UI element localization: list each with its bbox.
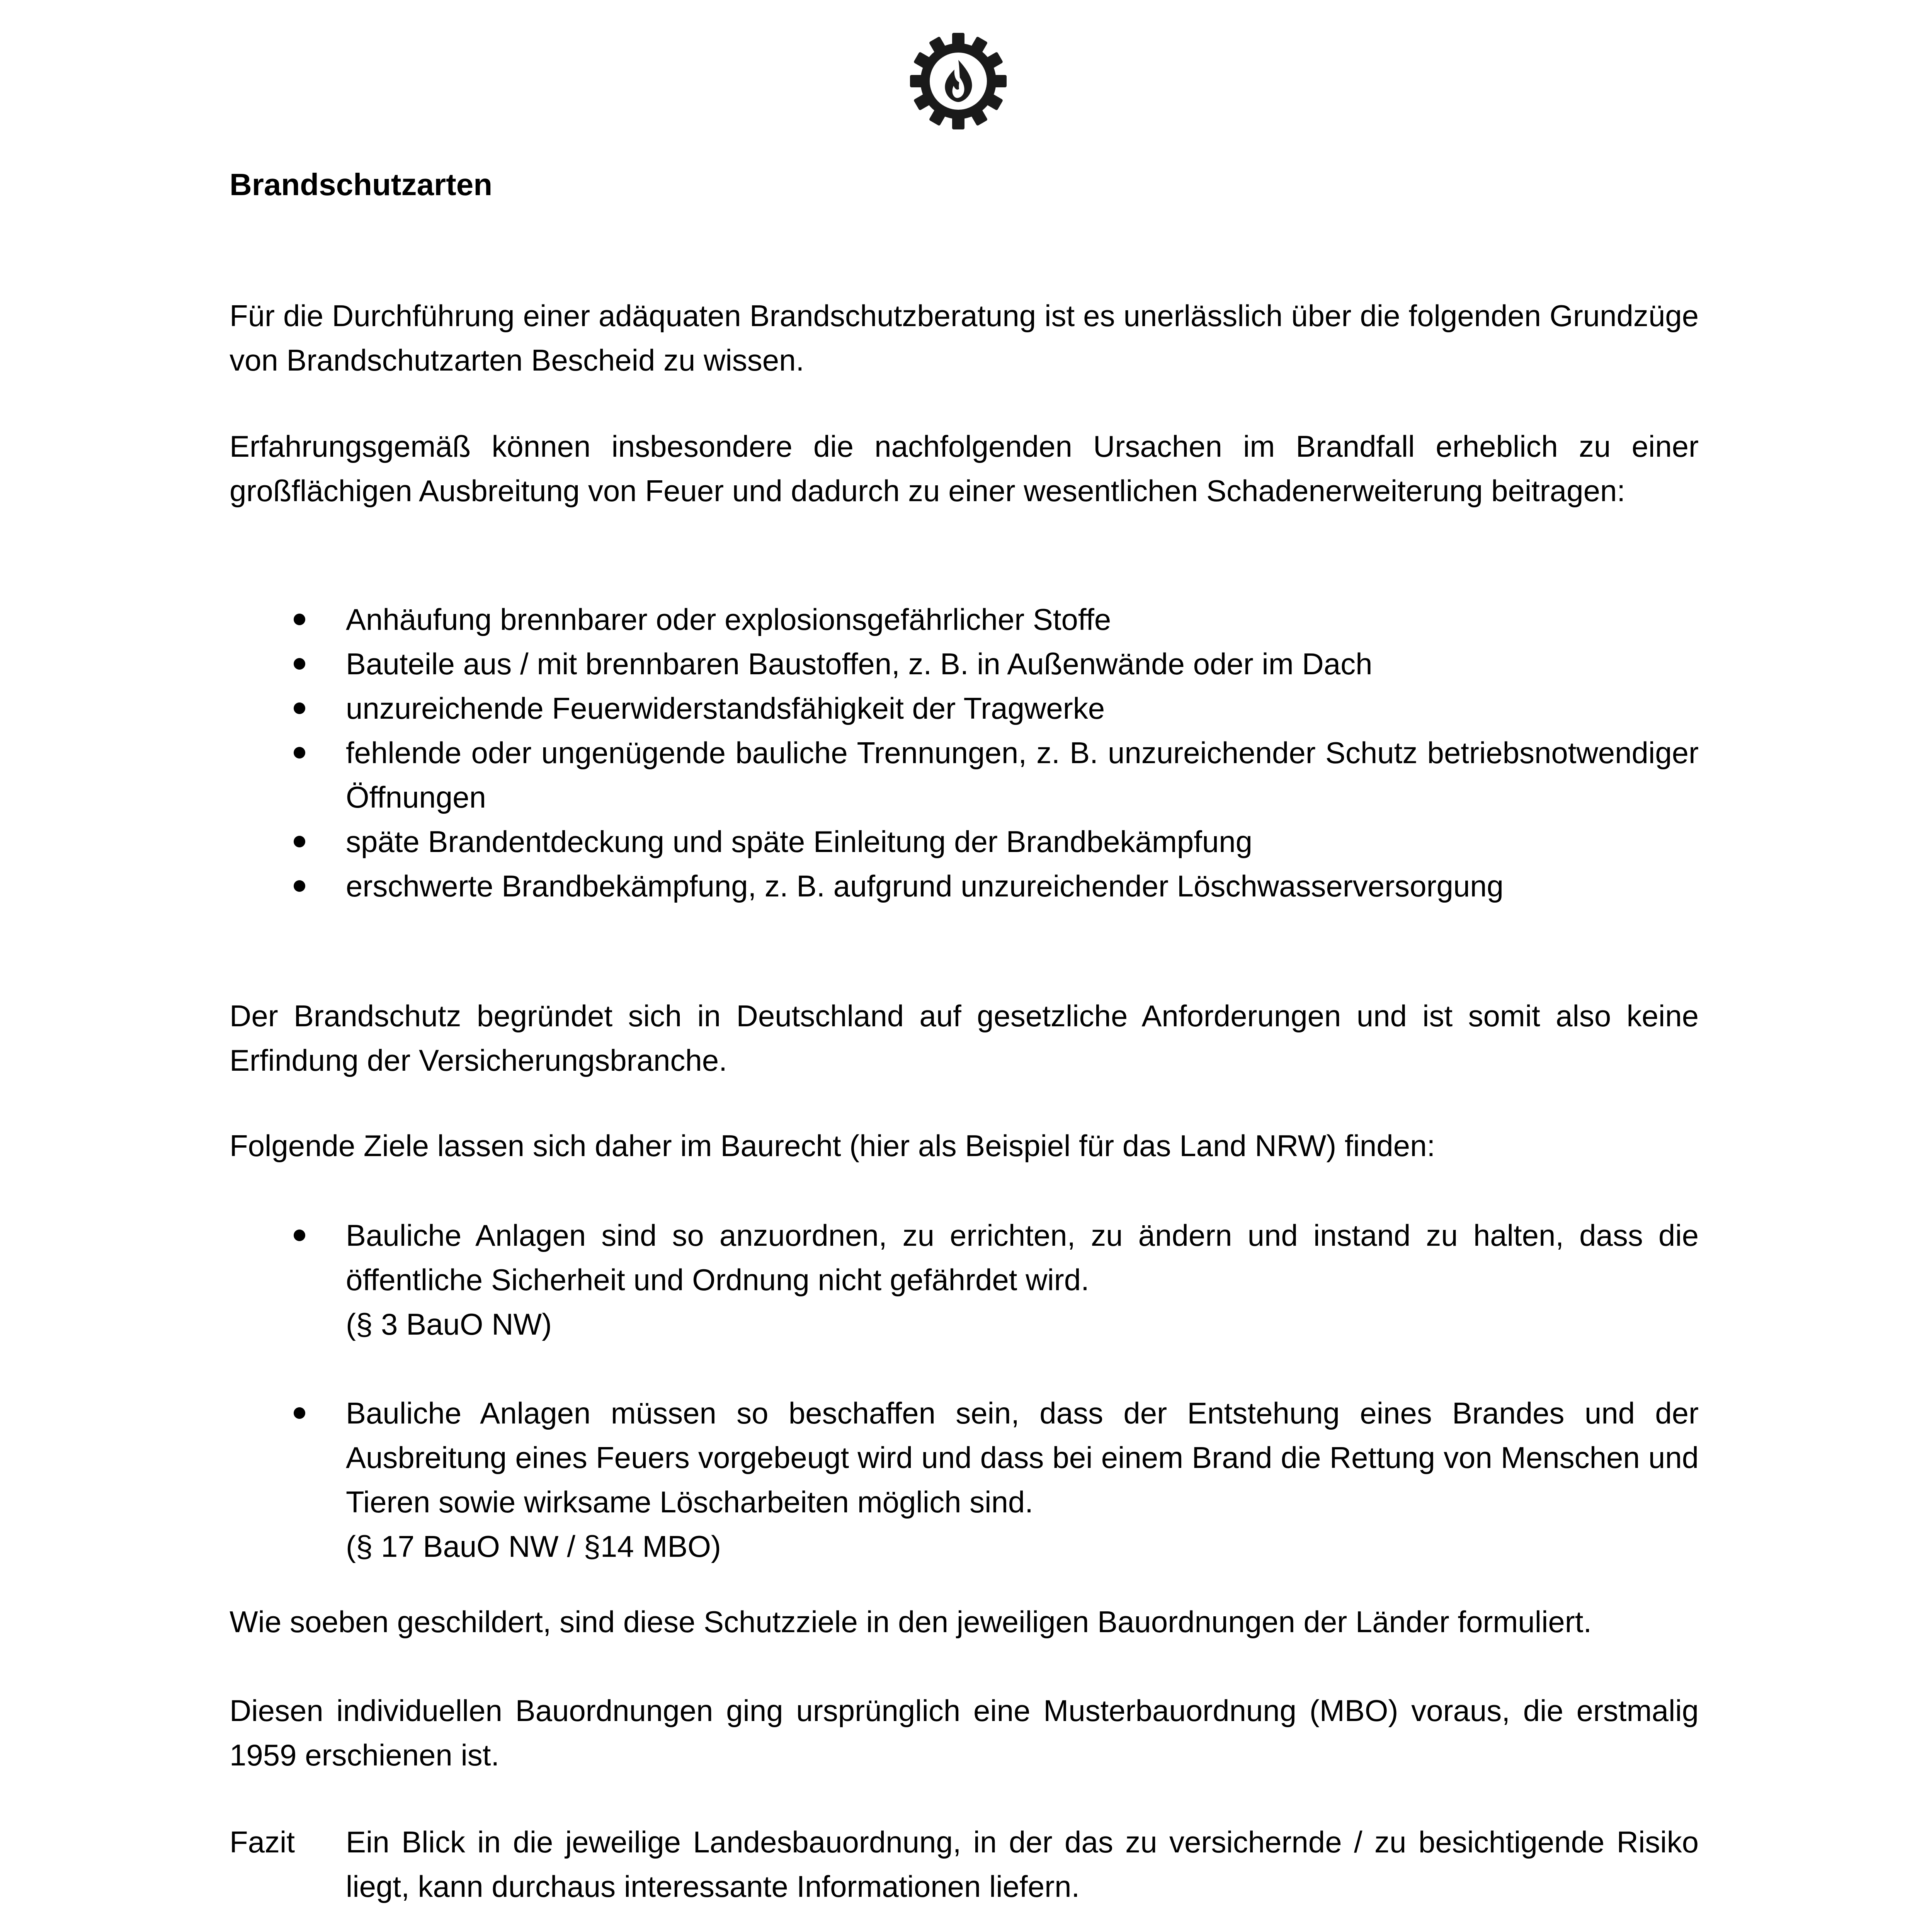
bullet-icon [294, 658, 305, 670]
goal-reference: (§ 17 BauO NW / §14 MBO) [346, 1529, 721, 1563]
summary-paragraph-2: Diesen individuellen Bauordnungen ging ursprünglich eine Musterbauordnung (MBO) voraus, die erstmalig 1959 erschienen ist. [230, 1694, 1699, 1772]
causes-intro-paragraph: Erfahrungsgemäß können insbesondere die nachfolgenden Ursachen im Brandfall erheblich zu einer großflächigen Ausbreitung von Feuer und dadurch zu einer wesentlichen Schadenerweiterung beitragen: [230, 429, 1699, 508]
bullet-icon [294, 880, 305, 892]
intro-paragraph: Für die Durchführung einer adäquaten Brandschutzberatung ist es unerlässlich über die folgenden Grundzüge von Brandschutzarten Bescheid zu wissen. [230, 299, 1699, 377]
goals-intro-paragraph: Folgende Ziele lassen sich daher im Baurecht (hier als Beispiel für das Land NRW) finden: [230, 1129, 1436, 1163]
gear-flame-logo-icon [908, 31, 1009, 131]
legal-basis-paragraph: Der Brandschutz begründet sich in Deutschland auf gesetzliche Anforderungen und ist somit also keine Erfindung der Versicherungsbranche. [230, 999, 1699, 1077]
summary-paragraph-1: Wie soeben geschildert, sind diese Schutzziele in den jeweiligen Bauordnungen der Länder formuliert. [230, 1605, 1592, 1639]
bullet-icon [294, 836, 305, 847]
bullet-icon [294, 1230, 305, 1241]
bullet-icon [294, 614, 305, 625]
list-item: erschwerte Brandbekämpfung, z. B. aufgrund unzureichender Löschwasserversorgung [230, 864, 1699, 908]
causes-list [230, 597, 1699, 908]
goal-text: Bauliche Anlagen müssen so beschaffen sein, dass der Entstehung eines Brandes und der Ausbreitung eines Feuers vorgebeugt wird und dass bei einem Brand die Rettung von Menschen und Tieren sowie wirksame Löscharbeiten möglich sind. [346, 1396, 1699, 1519]
conclusion-text: Ein Blick in die jeweilige Landesbauordnung, in der das zu versichernde / zu besichtigende Risiko liegt, kann durchaus interessante Informationen liefern. [346, 1825, 1699, 1903]
list-item [230, 1213, 1699, 1347]
list-item: Bauteile aus / mit brennbaren Baustoffen, z. B. in Außenwände oder im Dach [230, 642, 1699, 686]
list-item [230, 1391, 1699, 1569]
goal-text: Bauliche Anlagen sind so anzuordnen, zu errichten, zu ändern und instand zu halten, dass die öffentliche Sicherheit und Ordnung nicht gefährdet wird. [346, 1218, 1699, 1297]
list-item: unzureichende Feuerwiderstandsfähigkeit der Tragwerke [230, 686, 1699, 731]
list-item: fehlende oder ungenügende bauliche Trennungen, z. B. unzureichender Schutz betriebsnotwendiger Öffnungen [230, 731, 1699, 820]
page-title: Brandschutzarten [230, 167, 493, 202]
bullet-icon [294, 747, 305, 759]
bullet-icon [294, 1407, 305, 1419]
conclusion-block [230, 1820, 1699, 1909]
list-item: Anhäufung brennbarer oder explosionsgefährlicher Stoffe [230, 597, 1699, 642]
conclusion-label: Fazit [230, 1825, 295, 1859]
bullet-icon [294, 702, 305, 714]
goals-list [230, 1213, 1699, 1569]
list-item: späte Brandentdeckung und späte Einleitung der Brandbekämpfung [230, 820, 1699, 864]
goal-reference: (§ 3 BauO NW) [346, 1307, 552, 1341]
